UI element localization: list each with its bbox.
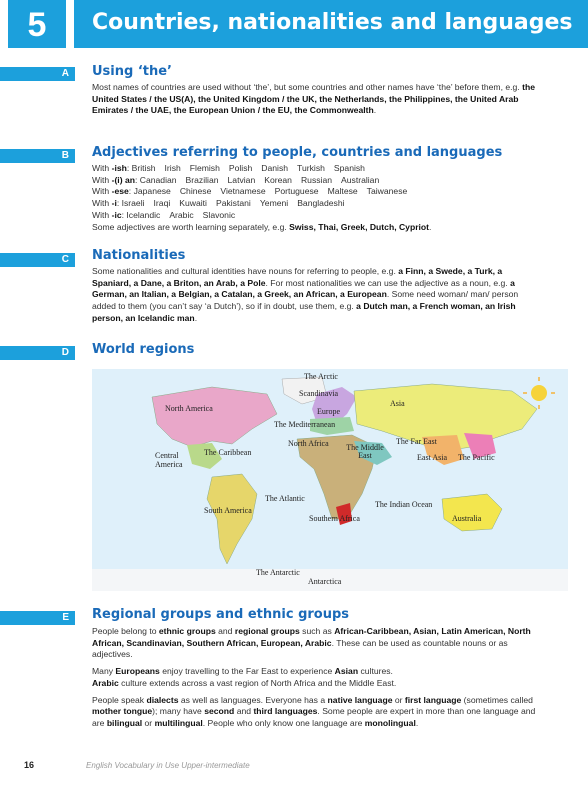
adjective-word: Latvian bbox=[227, 174, 256, 185]
note-end: . bbox=[429, 221, 432, 232]
adjective-word: Icelandic bbox=[126, 209, 161, 220]
adjective-suffix: -ic bbox=[111, 209, 122, 220]
c-b1: a Finn, a Swede, a Turk, a Spaniard, a Dane, a Briton, an Arab, a Pole bbox=[92, 266, 503, 288]
text-run: . bbox=[415, 717, 419, 728]
c-p4: . bbox=[194, 312, 198, 323]
key-term: monolingual bbox=[364, 717, 416, 728]
adjective-row-colon: : bbox=[128, 186, 134, 197]
map-label-east-asia: East Asia bbox=[417, 453, 447, 462]
text-run: and bbox=[234, 706, 254, 717]
adjective-word: Iraqi bbox=[153, 198, 171, 209]
key-term: native language bbox=[327, 694, 393, 705]
key-term: Europeans bbox=[115, 666, 160, 677]
map-label-atlantic: The Atlantic bbox=[265, 494, 305, 503]
adjective-row-colon: : bbox=[134, 174, 140, 185]
section-a-end: . bbox=[373, 105, 377, 116]
map-label-southern-africa: Southern Africa bbox=[309, 514, 360, 523]
adjective-word: Canadian bbox=[139, 174, 177, 185]
adjective-row bbox=[92, 210, 542, 222]
key-term: Asian bbox=[334, 666, 359, 677]
section-e-para1 bbox=[92, 626, 542, 661]
map-label-north-america: North America bbox=[165, 404, 213, 413]
key-term: dialects bbox=[146, 694, 179, 705]
book-title: English Vocabulary in Use Upper-intermediate bbox=[86, 761, 250, 770]
map-label-caribbean: The Caribbean bbox=[204, 448, 252, 457]
adjective-word: Yemeni bbox=[259, 198, 289, 209]
section-d-heading: World regions bbox=[92, 342, 195, 357]
section-a-examples: the United States / the US(A), the United Kingdom / the UK, the Netherlands, the Philippines, the United Arab Emirates / the UAE, the European Union / the EU, the Commonwealth bbox=[92, 82, 535, 116]
note-plain: Some adjectives are worth learning separately, e.g. bbox=[92, 221, 290, 232]
adjective-row-colon: : bbox=[121, 209, 127, 220]
map-label-arctic: The Arctic bbox=[304, 372, 338, 381]
adjective-word: Maltese bbox=[327, 186, 358, 197]
unit-number: 5 bbox=[8, 0, 66, 48]
adjective-word: Slavonic bbox=[202, 209, 236, 220]
section-e-para4 bbox=[92, 695, 542, 730]
adjective-word: Polish bbox=[228, 163, 253, 173]
map-label-antarctic: The Antarctic bbox=[256, 568, 300, 577]
c-p1: Some nationalities and cultural identities have nouns for referring to people, e.g. bbox=[92, 266, 399, 276]
text-run: People speak bbox=[92, 694, 147, 705]
note-bold: Swiss, Thai, Greek, Dutch, Cypriot bbox=[289, 221, 430, 232]
c-p3: . Some need woman/ man/ person added to them (you can’t say ‘a Dutch’), so if in doubt, use them, e.g. bbox=[92, 289, 519, 312]
map-label-europe: Europe bbox=[317, 407, 341, 416]
text-run: cultures. bbox=[358, 666, 393, 677]
adjective-word: Bangladeshi bbox=[297, 198, 345, 209]
c-b3: a Dutch man, a French woman, an Irish person, an Icelandic man bbox=[92, 301, 516, 323]
section-e-text bbox=[92, 626, 542, 730]
key-term: Arabic bbox=[92, 677, 119, 688]
section-d-tab: D bbox=[0, 346, 75, 360]
map-label-pacific: The Pacific bbox=[458, 453, 495, 462]
map-label-australia: Australia bbox=[452, 514, 482, 523]
section-a-text bbox=[92, 82, 542, 117]
map-label-middle-east: The Middle East bbox=[346, 443, 384, 460]
map-label-north-africa: North Africa bbox=[288, 439, 329, 448]
map-label-central-america: Central America bbox=[155, 451, 183, 469]
adjective-word: Turkish bbox=[297, 163, 325, 173]
text-run: ); many have bbox=[152, 706, 205, 717]
adjective-word: Russian bbox=[300, 174, 333, 185]
adjective-suffix: -ish bbox=[111, 163, 127, 173]
adjective-word: Pakistani bbox=[215, 198, 251, 209]
world-map bbox=[92, 369, 568, 591]
text-run: Many bbox=[92, 666, 116, 677]
adjective-row-colon: : bbox=[126, 163, 132, 173]
key-term: second bbox=[204, 706, 235, 717]
section-b-heading: Adjectives referring to people, countries and languages bbox=[92, 145, 503, 160]
adjective-row-colon: : bbox=[116, 198, 122, 209]
adjective-word: Korean bbox=[264, 174, 292, 185]
adjective-word: Danish bbox=[261, 163, 289, 173]
key-term: regional groups bbox=[234, 626, 300, 636]
adjective-word: Israeli bbox=[121, 198, 145, 209]
map-label-south-america: South America bbox=[204, 506, 252, 515]
text-run: and bbox=[215, 626, 235, 636]
key-term: third languages bbox=[253, 706, 318, 717]
section-e-tab: E bbox=[0, 611, 75, 625]
adjective-word: Chinese bbox=[179, 186, 212, 197]
section-e-para3 bbox=[92, 678, 542, 690]
section-c-tab: C bbox=[0, 253, 75, 267]
adjective-row bbox=[92, 163, 542, 175]
text-run: such as bbox=[299, 626, 335, 636]
world-map-drawing bbox=[92, 369, 568, 591]
section-c-heading: Nationalities bbox=[92, 248, 186, 263]
map-label-asia: Asia bbox=[390, 399, 405, 408]
adjective-word: Australian bbox=[341, 174, 380, 185]
adjective-word: Arabic bbox=[169, 209, 194, 220]
adjective-row-prefix: With bbox=[92, 209, 112, 220]
adjective-row-prefix: With bbox=[92, 174, 112, 185]
section-a-tab: A bbox=[0, 67, 75, 81]
adjective-word: Portuguese bbox=[274, 186, 319, 197]
adjective-word: Japanese bbox=[133, 186, 171, 197]
section-e-heading: Regional groups and ethnic groups bbox=[92, 607, 350, 622]
section-a-heading: Using ‘the’ bbox=[92, 64, 172, 79]
unit-title: Countries, nationalities and languages bbox=[92, 10, 573, 35]
adjective-row bbox=[92, 175, 542, 187]
text-run: (sometimes called bbox=[461, 694, 533, 705]
section-e-para2 bbox=[92, 666, 542, 678]
adjective-suffix: -ese bbox=[111, 186, 129, 197]
c-b2: a German, an Italian, a Belgian, a Catalan, a Greek, an African, a European bbox=[92, 277, 515, 300]
section-a-plain: Most names of countries are used without ‘the’, but some countries and other names have ‘the’ before them, e.g. bbox=[92, 82, 523, 92]
map-label-scandinavia: Scandinavia bbox=[299, 389, 339, 398]
c-p2: . For most nationalities we can use the adjective as a noun, e.g. bbox=[265, 277, 511, 288]
section-b-tab: B bbox=[0, 149, 75, 163]
adjective-rows bbox=[92, 163, 542, 222]
adjective-word: Irish bbox=[164, 163, 181, 173]
text-run: as well as languages. Everyone has a bbox=[178, 694, 328, 705]
page-footer bbox=[24, 760, 250, 770]
key-term: bilingual bbox=[106, 717, 143, 728]
key-term: mother tongue bbox=[92, 706, 153, 717]
text-run: . Some people are expert in more than one language and are bbox=[92, 706, 536, 728]
map-label-antarctica: Antarctica bbox=[308, 577, 342, 586]
text-run: . These can be used as countable nouns or as adjectives. bbox=[92, 637, 508, 660]
text-run: culture extends across a vast region of North Africa and the Middle East. bbox=[118, 677, 397, 688]
key-term: African-Caribbean, Asian, Latin American, North African, Scandinavian, Southern African, European, Arabic bbox=[92, 626, 531, 648]
key-term: first language bbox=[404, 694, 462, 705]
adjective-suffix: -i bbox=[111, 198, 117, 209]
unit-number-box bbox=[0, 0, 74, 48]
adjective-word: Kuwaiti bbox=[179, 198, 207, 209]
adjective-row-prefix: With bbox=[92, 198, 112, 209]
map-label-far-east: The Far East bbox=[396, 437, 437, 446]
page-number: 16 bbox=[24, 760, 35, 770]
adjective-row bbox=[92, 198, 542, 210]
adjective-suffix: -(i) an bbox=[111, 174, 135, 185]
key-term: multilingual bbox=[154, 717, 203, 728]
section-c-text bbox=[92, 266, 542, 325]
adjective-word: Spanish bbox=[333, 163, 365, 173]
adjective-row-prefix: With bbox=[92, 163, 112, 173]
section-b-text bbox=[92, 163, 542, 233]
adjective-word: Vietnamese bbox=[220, 186, 266, 197]
text-run: enjoy travelling to the Far East to experience bbox=[159, 666, 335, 677]
adjective-word: British bbox=[131, 163, 156, 173]
adjective-row bbox=[92, 186, 542, 198]
text-run: People belong to bbox=[92, 626, 159, 636]
key-term: ethnic groups bbox=[158, 626, 216, 636]
adjective-word: Brazilian bbox=[185, 174, 219, 185]
section-b-note bbox=[92, 222, 542, 234]
text-run: or bbox=[142, 717, 155, 728]
text-run: or bbox=[392, 694, 405, 705]
map-label-indian-ocean: The Indian Ocean bbox=[375, 500, 433, 509]
text-run: . People who only know one language are bbox=[202, 717, 365, 728]
adjective-word: Taiwanese bbox=[366, 186, 408, 197]
adjective-row-prefix: With bbox=[92, 186, 112, 197]
adjective-word: Flemish bbox=[189, 163, 220, 173]
map-label-mediterranean: The Mediterranean bbox=[274, 420, 336, 429]
